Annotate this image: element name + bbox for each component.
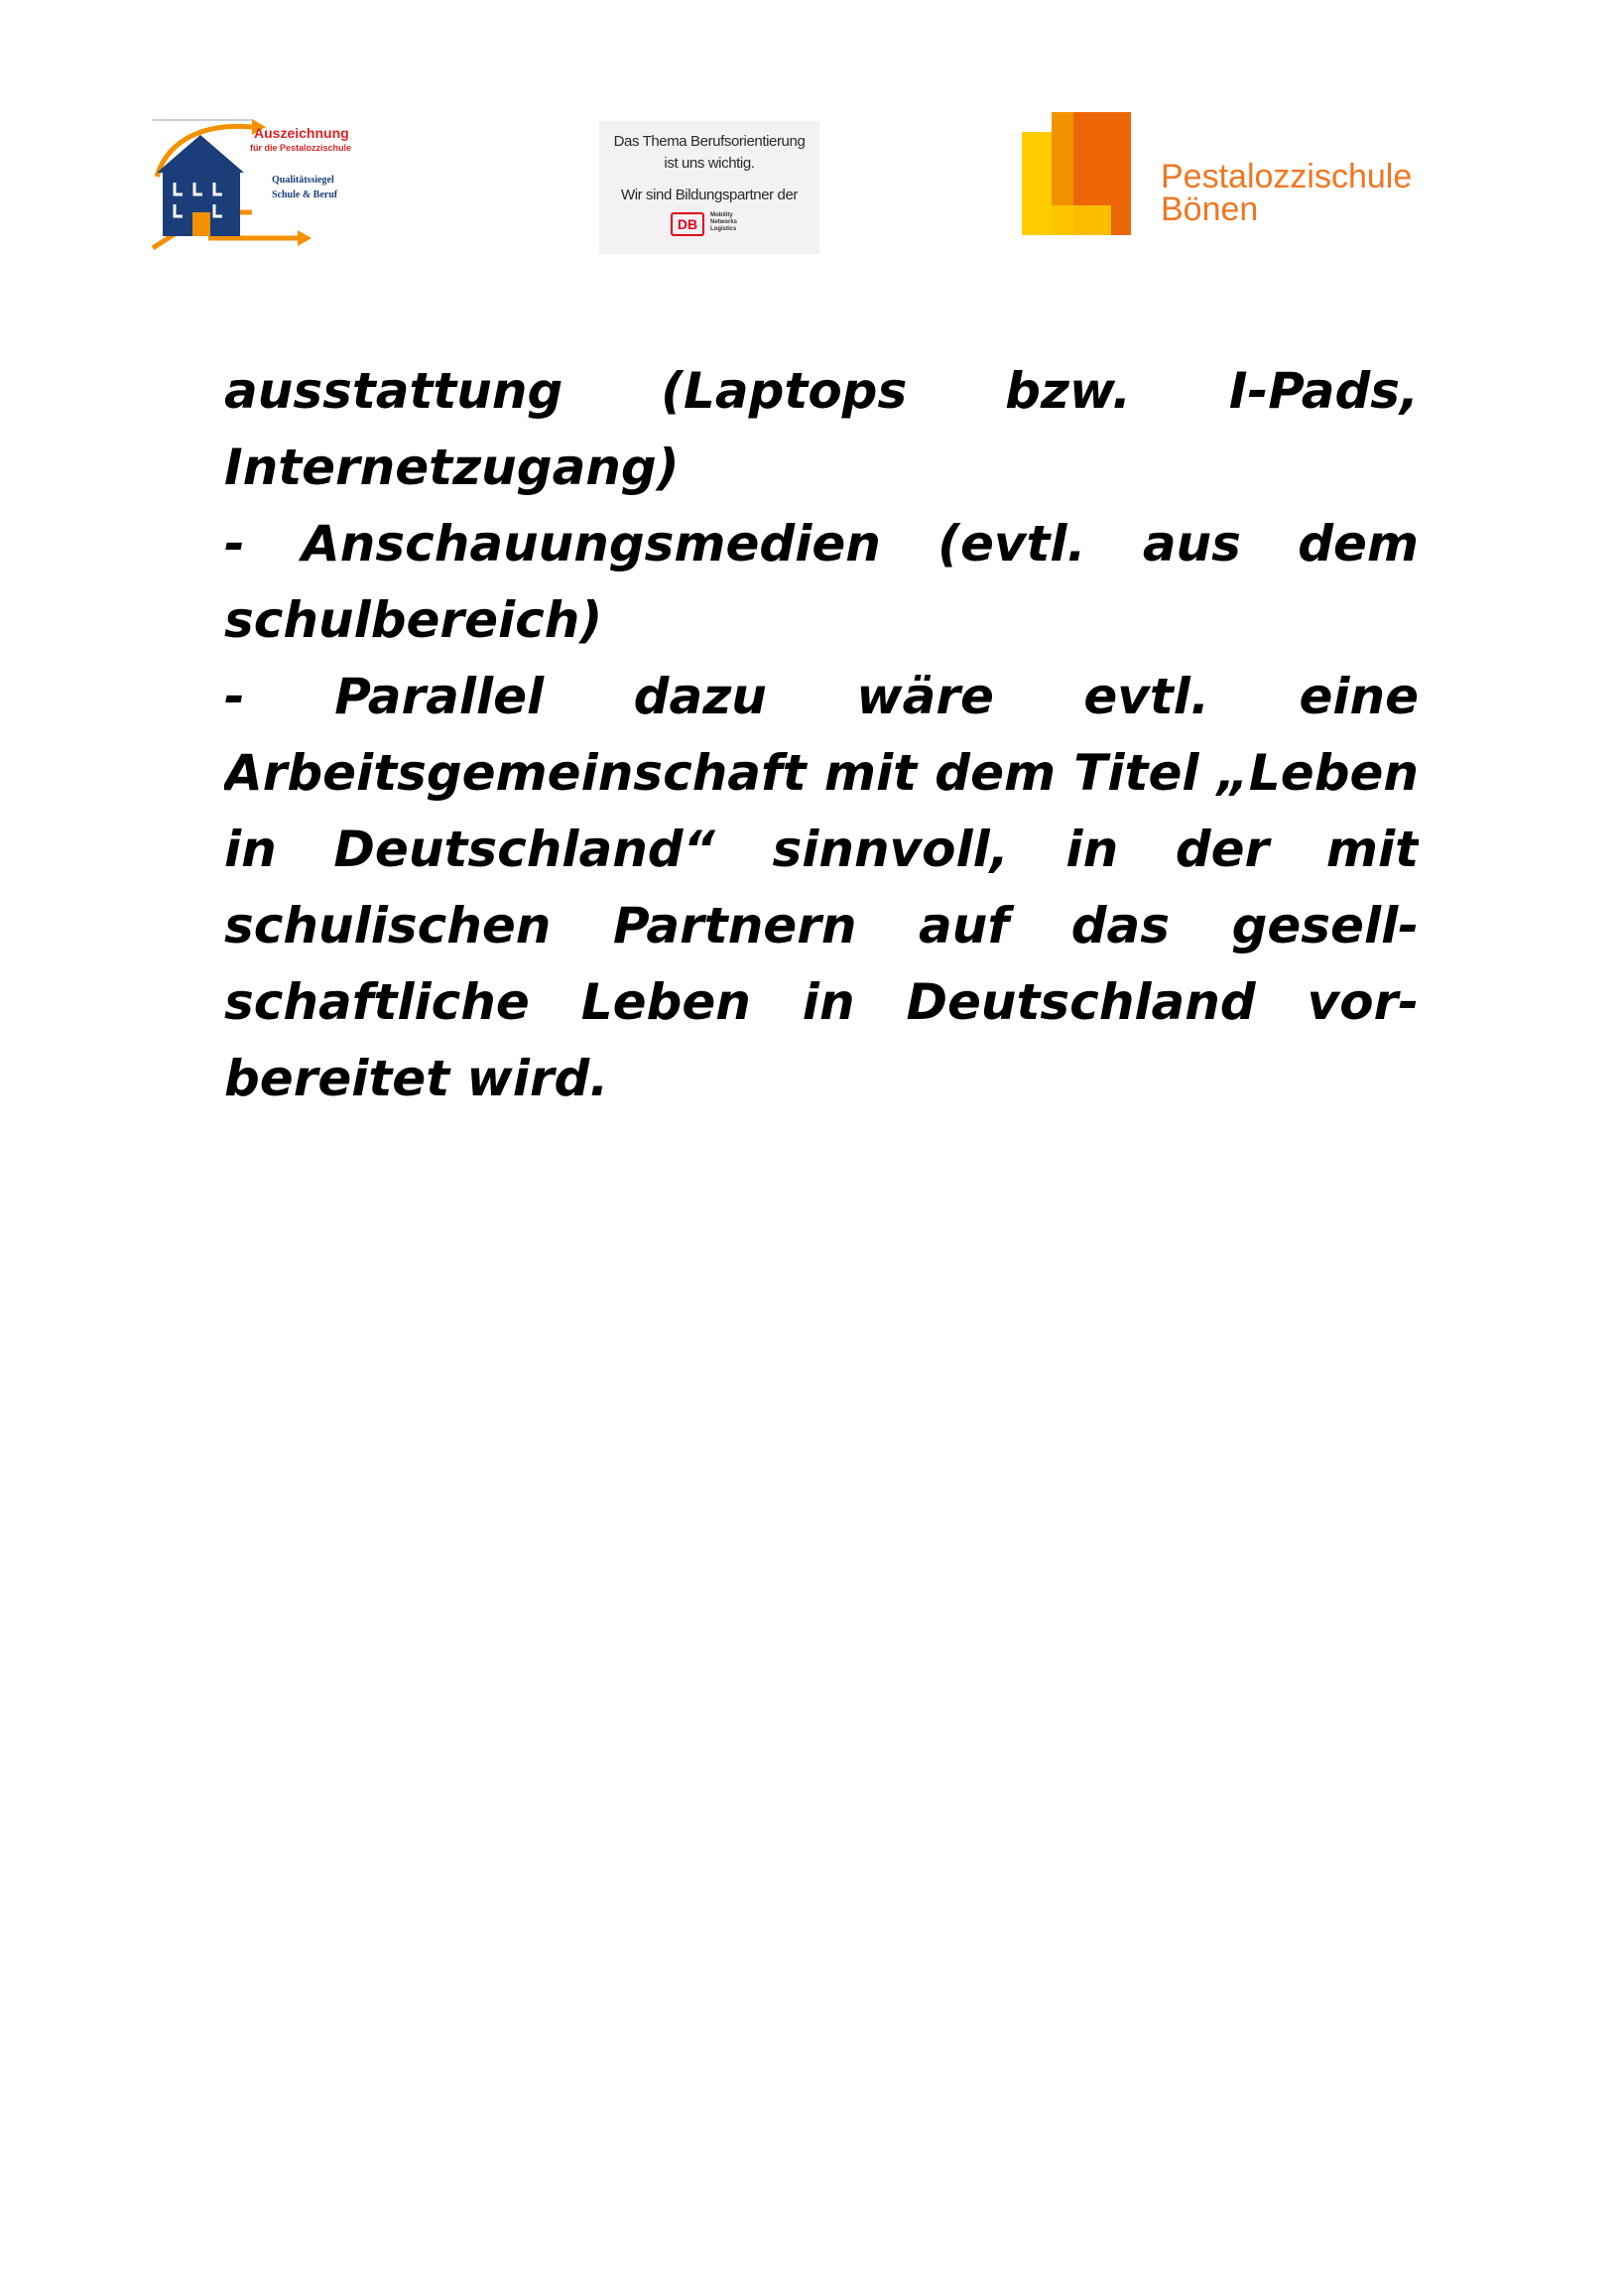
text-line: schaftliche Leben in Deutschland vor-: [224, 973, 1419, 1031]
text-line: Internetzugang): [224, 439, 680, 496]
db-brand-subtitle: Mobility Networks Logistics: [710, 212, 738, 232]
text-line: - Anschauungsmedien (evtl. aus dem: [224, 515, 1419, 572]
school-logo: [1022, 112, 1438, 241]
document-body: [224, 353, 1419, 1117]
partner-text-line2: ist uns wichtig.: [664, 155, 755, 172]
award-seal-line2: Schule & Beruf: [272, 190, 338, 200]
partner-logo: [599, 121, 819, 254]
award-title: Auszeichnung: [254, 125, 349, 141]
text-line: Arbeitsgemeinschaft mit dem Titel „Leben: [224, 744, 1419, 802]
school-emblem-icon: [1022, 112, 1131, 235]
text-line: bereitet wird.: [224, 1050, 609, 1107]
text-line: ausstattung (Laptops bzw. I-Pads,: [224, 362, 1419, 420]
award-seal-line1: Qualitätssiegel: [272, 175, 334, 186]
text-line: schulbereich): [224, 591, 603, 649]
award-logo: [149, 117, 377, 256]
school-location: Bönen: [1161, 190, 1259, 228]
school-name: Pestalozzischule: [1161, 158, 1413, 195]
partner-text-line3: Wir sind Bildungspartner der: [620, 187, 799, 203]
award-subtitle: für die Pestalozzischule: [250, 143, 352, 153]
partner-text-line1: Das Thema Berufsorientierung: [613, 133, 806, 150]
text-line: - Parallel dazu wäre evtl. eine: [224, 668, 1419, 725]
text-line: in Deutschland“ sinnvoll, in der mit: [224, 821, 1419, 878]
db-brand-icon: DB: [671, 212, 704, 236]
text-line: schulischen Partnern auf das gesell-: [224, 897, 1419, 954]
